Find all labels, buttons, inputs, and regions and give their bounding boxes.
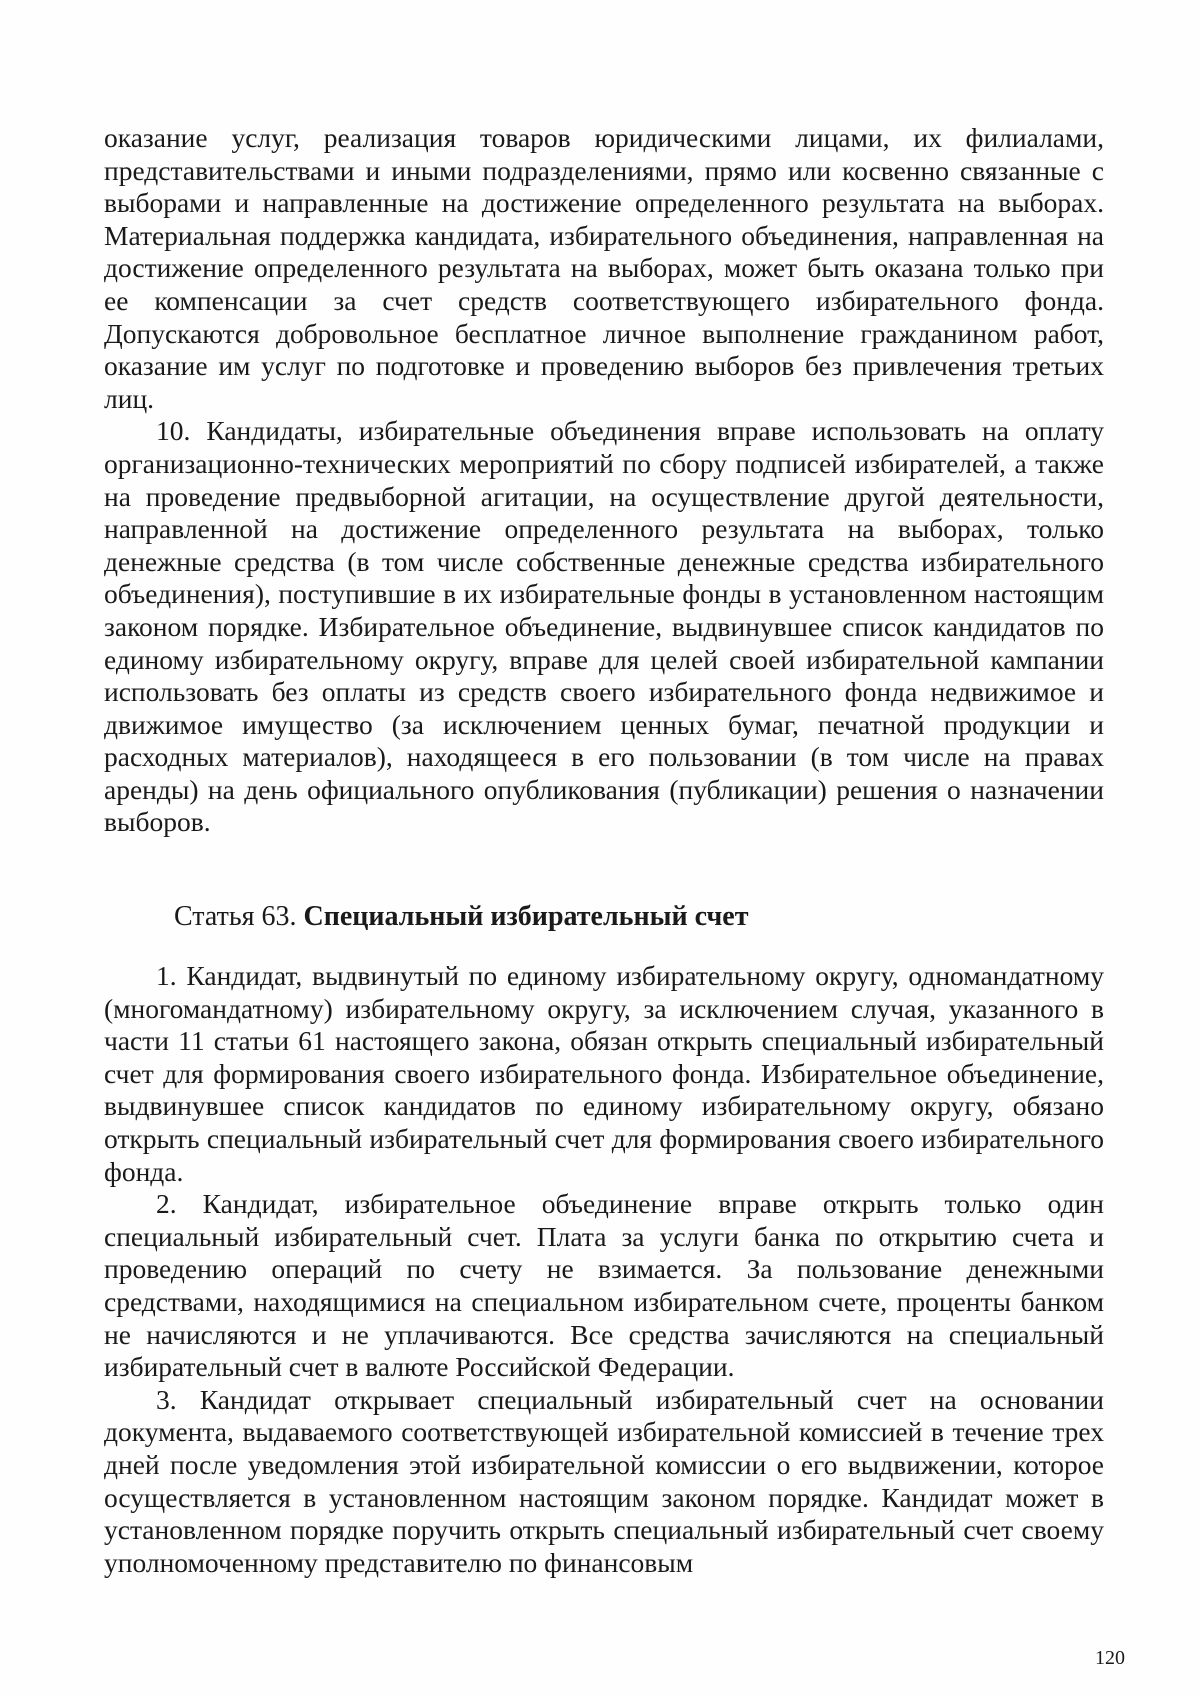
article-heading	[174, 900, 748, 934]
page-number: 120	[1095, 1647, 1125, 1669]
text-block-top	[104, 122, 1104, 839]
article-paragraph-2: 2. Кандидат, избирательное объединение вправе открыть только один специальный избирательный счет. Плата за услуги банка по открытию счета и проведению операций по счету не взимается. За пользование денежными средствами, находящимися на специальном избирательном счете, проценты банком не начисляются и не уплачиваются. Все средства зачисляются на специальный избирательный счет в валюте Российской Федерации.	[104, 1188, 1104, 1383]
article-body	[104, 960, 1104, 1579]
article-paragraph-3: 3. Кандидат открывает специальный избирательный счет на основании документа, выдаваемого соответствующей избирательной комиссией в течение трех дней после уведомления этой избирательной комиссии о его выдвижении, которое осуществляется в установленном настоящим законом порядке. Кандидат может в установленном порядке поручить открыть специальный избирательный счет своему уполномоченному представителю по финансовым	[104, 1383, 1104, 1578]
paragraph-continuation: оказание услуг, реализация товаров юридическими лицами, их филиалами, представительствами и иными подразделениями, прямо или косвенно связанные с выборами и направленные на достижение определенного результата на выборах. Материальная поддержка кандидата, избирательного объединения, направленная на достижение определенного результата на выборах, может быть оказана только при ее компенсации за счет средств соответствующего избирательного фонда. Допускаются добровольное бесплатное личное выполнение гражданином работ, оказание им услуг по подготовке и проведению выборов без привлечения третьих лиц.	[104, 122, 1104, 414]
article-number: Статья 63.	[174, 901, 297, 932]
article-paragraph-1: 1. Кандидат, выдвинутый по единому избирательному округу, одномандатному (многомандатному) избирательному округу, за исключением случая, указанного в части 11 статьи 61 настоящего закона, обязан открыть специальный избирательный счет для формирования своего избирательного фонда. Избирательное объединение, выдвинувшее список кандидатов по единому избирательному округу, обязано открыть специальный избирательный счет для формирования своего избирательного фонда.	[104, 960, 1104, 1187]
paragraph-10: 10. Кандидаты, избирательные объединения вправе использовать на оплату организационно-технических мероприятий по сбору подписей избирателей, а также на проведение предвыборной агитации, на осуществление другой деятельности, направленной на достижение определенного результата на выборах, только денежные средства (в том числе собственные денежные средства избирательного объединения), поступившие в их избирательные фонды в установленном настоящим законом порядке. Избирательное объединение, выдвинувшее список кандидатов по единому избирательному округу, вправе для целей своей избирательной кампании использовать без оплаты из средств своего избирательного фонда недвижимое и движимое имущество (за исключением ценных бумаг, печатной продукции и расходных материалов), находящееся в его пользовании (в том числе на правах аренды) на день официального опубликования (публикации) решения о назначении выборов.	[104, 415, 1104, 838]
article-title: Специальный избирательный счет	[303, 901, 749, 932]
